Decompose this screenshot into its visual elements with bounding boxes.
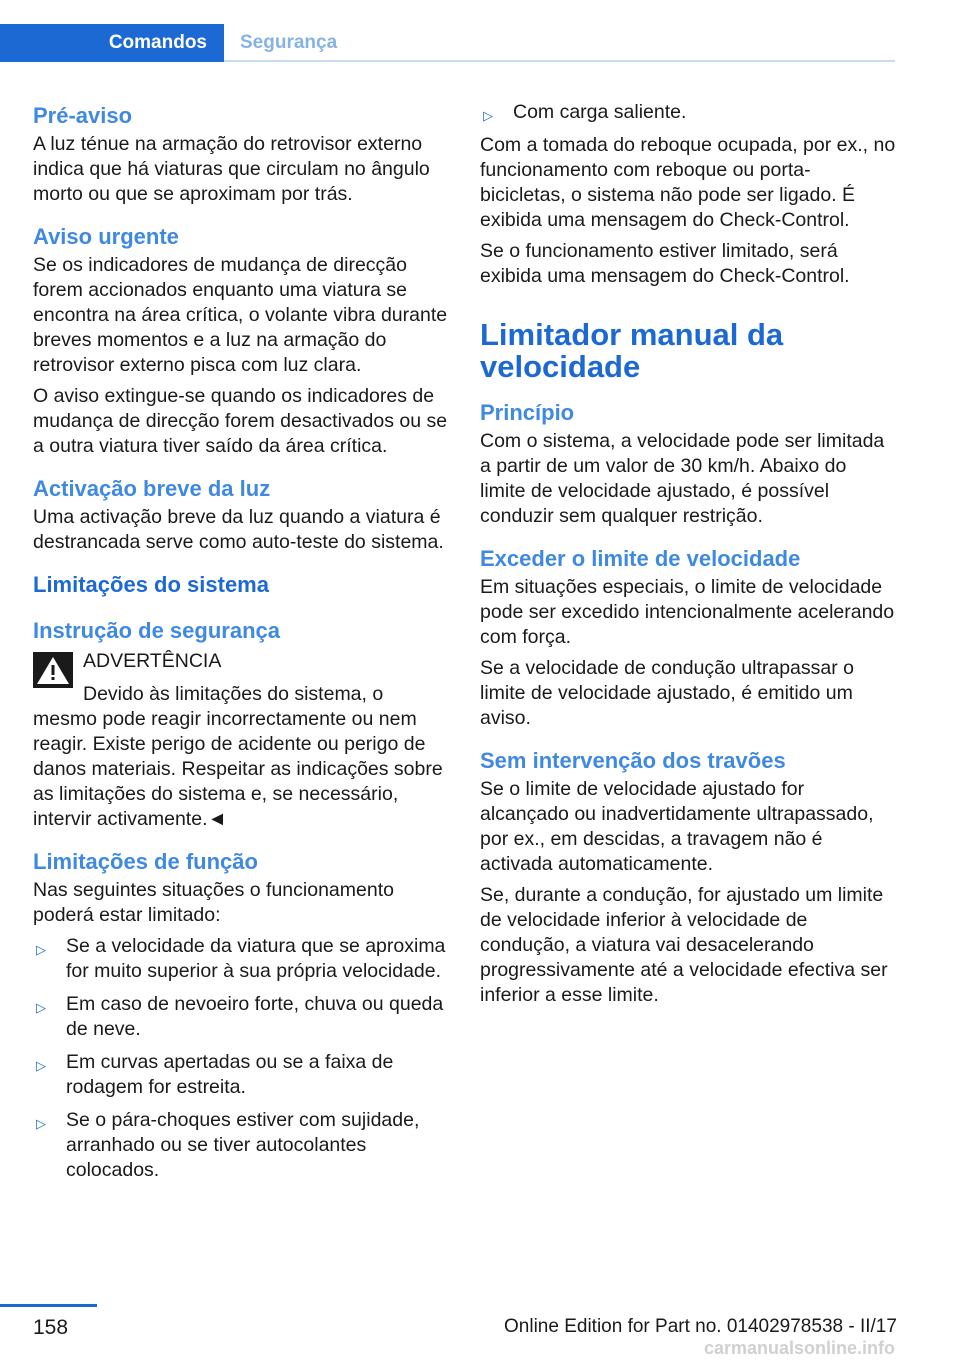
paragraph-aviso-urgente-2: O aviso extingue-se quando os indicadores de mudança de direcção forem desactivados ou se a outra viatura tiver saído da área crítica.	[33, 385, 448, 457]
continued-list	[480, 100, 896, 125]
paragraph-reboque: Com a tomada do reboque ocupada, por ex., no funcionamento com reboque ou porta-bicicletas, o sistema não pode ser ligado. É exibida uma mensagem do Check-Control.	[480, 134, 896, 231]
heading-exceder-limite: Exceder o limite de velocidade	[480, 546, 801, 571]
watermark: carmanualsonline.info	[704, 1338, 896, 1358]
header-bar	[0, 24, 895, 62]
bullet-triangle-icon: ▷	[36, 942, 46, 957]
heading-sem-intervencao-travoes: Sem intervenção dos travões	[480, 748, 786, 773]
paragraph-travoes-2: Se, durante a condução, for ajustado um limite de velocidade inferior à velocidade de condução, a viatura vai desacelerando progressivamente até a velocidade efectiva ser inferior a esse limite.	[480, 884, 888, 1006]
heading-principio: Princípio	[480, 400, 575, 425]
warning-text: mesmo pode reagir incorrectamente ou nem reagir. Existe perigo de acidente ou perigo de danos materiais. Respeitar as indicações sobre as limitações do sistema e, se necessário, intervir activamente.◄	[33, 708, 443, 830]
paragraph-funcionamento-limitado: Se o funcionamento estiver limitado, será exibida uma mensagem do Check-Control.	[480, 240, 850, 287]
footer-accent-line	[0, 1304, 97, 1307]
warning-block	[33, 649, 448, 707]
left-column	[33, 100, 448, 1191]
paragraph-exceder-1: Em situações especiais, o limite de velocidade pode ser excedido intencionalmente acelerando com força.	[480, 576, 895, 648]
heading-aviso-urgente: Aviso urgente	[33, 224, 179, 249]
list-item: ▷ Em curvas apertadas ou se a faixa de rodagem for estreita.	[36, 1051, 394, 1098]
heading-pre-aviso: Pré-aviso	[33, 103, 133, 128]
warning-title: ADVERTÊNCIA	[83, 650, 222, 672]
paragraph-principio: Com o sistema, a velocidade pode ser limitada a partir de um valor de 30 km/h. Abaixo do limite de velocidade ajustado, é possível conduzir sem qualquer restrição.	[480, 430, 885, 527]
bullet-triangle-icon: ▷	[36, 1058, 46, 1073]
paragraph-activacao-breve: Uma activação breve da luz quando a viatura é destrancada serve como auto-teste do sistema.	[33, 506, 444, 553]
list-item: ▷ Com carga saliente.	[480, 100, 896, 125]
page-number: 158	[33, 1316, 69, 1339]
edition-note: Online Edition for Part no. 01402978538 - II/17	[504, 1316, 897, 1337]
list-item: ▷ Se o pára-choques estiver com sujidade, arranhado ou se tiver autocolantes colocados.	[36, 1109, 420, 1181]
paragraph-exceder-2: Se a velocidade de condução ultrapassar o limite de velocidade ajustado, é emitido um aviso.	[480, 657, 855, 729]
heading-limitacoes-sistema: Limitações do sistema	[33, 572, 269, 597]
heading-instrucao-seguranca: Instrução de segurança	[33, 618, 280, 643]
paragraph-pre-aviso: A luz ténue na armação do retrovisor externo indica que há viaturas que circulam no ângulo morto ou que se aproximam por trás.	[33, 133, 430, 205]
warning-triangle-icon	[33, 652, 73, 688]
tab-seguranca[interactable]: Segurança	[240, 32, 338, 53]
bullet-triangle-icon: ▷	[36, 1116, 46, 1131]
heading-limitacoes-funcao: Limitações de função	[33, 849, 258, 874]
paragraph-travoes-1: Se o limite de velocidade ajustado for alcançado ou inadvertidamente ultrapassado, por ex., em descidas, a travagem não é activada automaticamente.	[480, 778, 874, 875]
header-divider	[224, 60, 895, 62]
list-item: ▷ Se a velocidade da viatura que se aproxima for muito superior à sua própria velocidade.	[36, 935, 446, 982]
paragraph-limitacoes-funcao: Nas seguintes situações o funcionamento poderá estar limitado:	[33, 879, 394, 926]
warning-first-line: Devido às limitações do sistema, o	[83, 683, 384, 705]
paragraph-aviso-urgente-1: Se os indicadores de mudança de direcção forem accionados enquanto uma viatura se encontra na área crítica, o volante vibra durante breves momentos e a luz na armação do retrovisor externo pisca com luz clara.	[33, 254, 448, 376]
heading-activacao-breve: Activação breve da luz	[33, 476, 271, 501]
heading-limitador-velocidade: Limitador manual da velocidade	[480, 317, 784, 384]
tab-comandos[interactable]: Comandos	[0, 24, 224, 62]
bullet-triangle-icon: ▷	[483, 108, 493, 123]
right-column	[480, 100, 896, 1008]
list-item: ▷ Em caso de nevoeiro forte, chuva ou queda de neve.	[36, 993, 444, 1040]
bullet-triangle-icon: ▷	[36, 1000, 46, 1015]
limitations-list	[33, 934, 448, 1183]
